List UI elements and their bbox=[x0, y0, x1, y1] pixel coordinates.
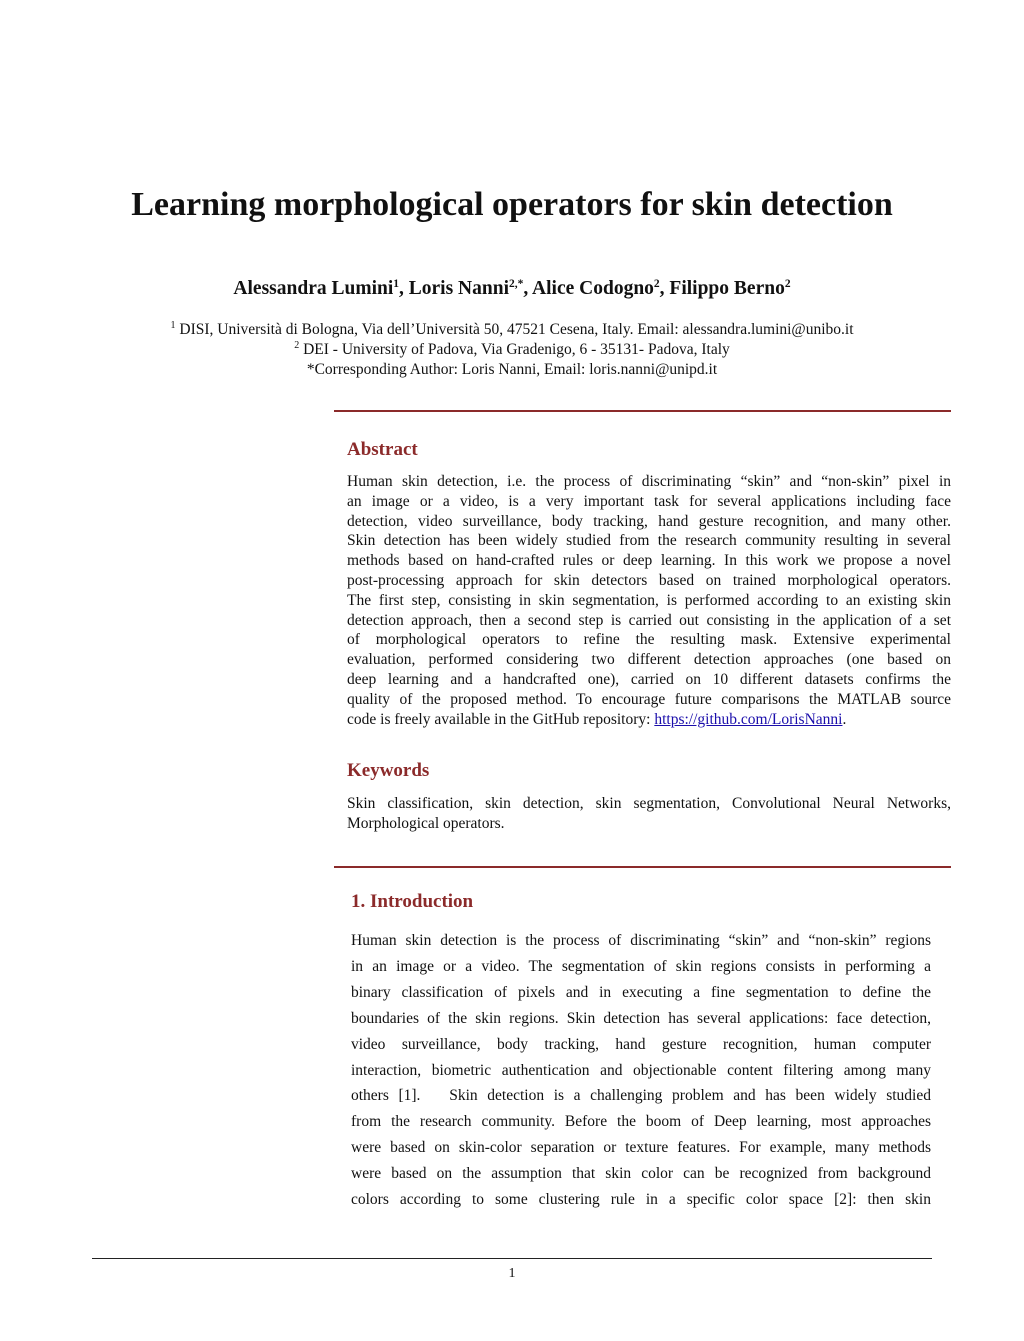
abstract-body bbox=[347, 472, 951, 729]
section-divider bbox=[334, 866, 951, 868]
abstract-line: quality of the proposed method. To encourage future comparisons the MATLAB source bbox=[347, 690, 951, 708]
intro-line: video surveillance, body tracking, hand gesture recognition, human computer bbox=[351, 1035, 931, 1053]
keywords-line: Skin classification, skin detection, skin segmentation, Convolutional Neural Networks, bbox=[347, 795, 951, 812]
author-name: Alice Codogno bbox=[532, 278, 654, 299]
author-separator: , bbox=[659, 278, 670, 299]
abstract-line-end: . bbox=[842, 710, 847, 728]
abstract-line: an image or a video, is a very important task for several applications including face bbox=[347, 492, 951, 510]
intro-line: from the research community. Before the boom of Deep learning, most approaches bbox=[351, 1113, 931, 1131]
abstract-line: Skin detection has been widely studied from the research community resulting in several bbox=[347, 532, 951, 550]
keywords-body bbox=[347, 794, 951, 834]
intro-line: interaction, biometric authentication and objectionable content filtering among many bbox=[351, 1061, 931, 1079]
intro-line: in an image or a video. The segmentation of skin regions consists in performing a bbox=[351, 957, 931, 975]
intro-line: were based on skin-color separation or texture features. For example, many methods bbox=[351, 1139, 931, 1157]
abstract-last-line bbox=[347, 710, 951, 730]
abstract-line: The first step, consisting in skin segmentation, is performed according to an existing skin bbox=[347, 591, 951, 609]
corresponding-author: *Corresponding Author: Loris Nanni, Email: loris.nanni@unipd.it bbox=[306, 361, 718, 378]
introduction-body bbox=[351, 928, 931, 1213]
keywords-line: Morphological operators. bbox=[347, 815, 505, 832]
author-separator: , bbox=[523, 278, 533, 299]
author-separator: , bbox=[399, 278, 409, 299]
author-affiliation-mark: 1 bbox=[393, 278, 399, 290]
abstract-line: of morphological operators to refine the resulting mask. Extensive experimental bbox=[347, 631, 951, 649]
abstract-line: detection approach, then a second step is carried out consisting in the application of a set bbox=[347, 611, 951, 629]
intro-line: boundaries of the skin regions. Skin detection has several applications: face detection, bbox=[351, 1009, 931, 1027]
affiliation-text: DISI, Università di Bologna, Via dell’Università 50, 47521 Cesena, Italy. Email: alessandra.lumini@unibo.it bbox=[179, 321, 854, 338]
abstract-heading: Abstract bbox=[347, 439, 418, 460]
footer-rule bbox=[92, 1258, 932, 1259]
author-affiliation-mark: 2,* bbox=[508, 278, 524, 290]
abstract-line-text: code is freely available in the GitHub repository: bbox=[347, 710, 655, 728]
abstract-line: detection, video surveillance, body tracking, hand gesture recognition, and many other. bbox=[347, 512, 951, 530]
introduction-heading: 1. Introduction bbox=[351, 891, 474, 912]
author-affiliation-mark: 2 bbox=[784, 278, 791, 290]
affiliation-mark: 1 bbox=[170, 320, 176, 331]
intro-line: Human skin detection is the process of discriminating “skin” and “non-skin” regions bbox=[351, 932, 931, 949]
abstract-line: methods based on hand-crafted rules or deep learning. In this work we propose a novel bbox=[347, 552, 951, 570]
intro-line: colors according to some clustering rule in a specific color space [2]: then skin bbox=[351, 1191, 931, 1209]
abstract-line: evaluation, performed considering two different detection approaches (one based on bbox=[347, 651, 951, 669]
author-affiliation-mark: 2 bbox=[653, 278, 660, 290]
author-name: Alessandra Lumini bbox=[233, 278, 394, 299]
author-name: Filippo Berno bbox=[669, 278, 785, 299]
author-list bbox=[0, 276, 1024, 302]
section-divider bbox=[334, 410, 951, 412]
abstract-line: Human skin detection, i.e. the process of discriminating “skin” and “non-skin” pixel in bbox=[347, 473, 951, 490]
affiliation-2 bbox=[0, 340, 1024, 360]
abstract-line: post-processing approach for skin detectors based on trained morphological operators. bbox=[347, 571, 951, 589]
affiliation-mark: 2 bbox=[294, 340, 300, 351]
intro-line: binary classification of pixels and in executing a fine segmentation to define the bbox=[351, 983, 931, 1001]
author-name: Loris Nanni bbox=[408, 278, 509, 299]
keywords-heading: Keywords bbox=[347, 760, 430, 781]
affiliation-text: DEI - University of Padova, Via Gradenigo, 6 - 35131- Padova, Italy bbox=[303, 341, 730, 358]
paper-title: Learning morphological operators for skin detection bbox=[131, 186, 893, 223]
intro-line: others [1]. Skin detection is a challenging problem and has been widely studied bbox=[351, 1087, 931, 1105]
page-number: 1 bbox=[508, 1266, 516, 1281]
github-link[interactable]: https://github.com/LorisNanni bbox=[654, 710, 843, 728]
intro-line: were based on the assumption that skin color can be recognized from background bbox=[351, 1165, 931, 1183]
affiliation-1 bbox=[0, 320, 1024, 340]
abstract-line: deep learning and a handcrafted one), carried on 10 different datasets confirms the bbox=[347, 670, 951, 688]
